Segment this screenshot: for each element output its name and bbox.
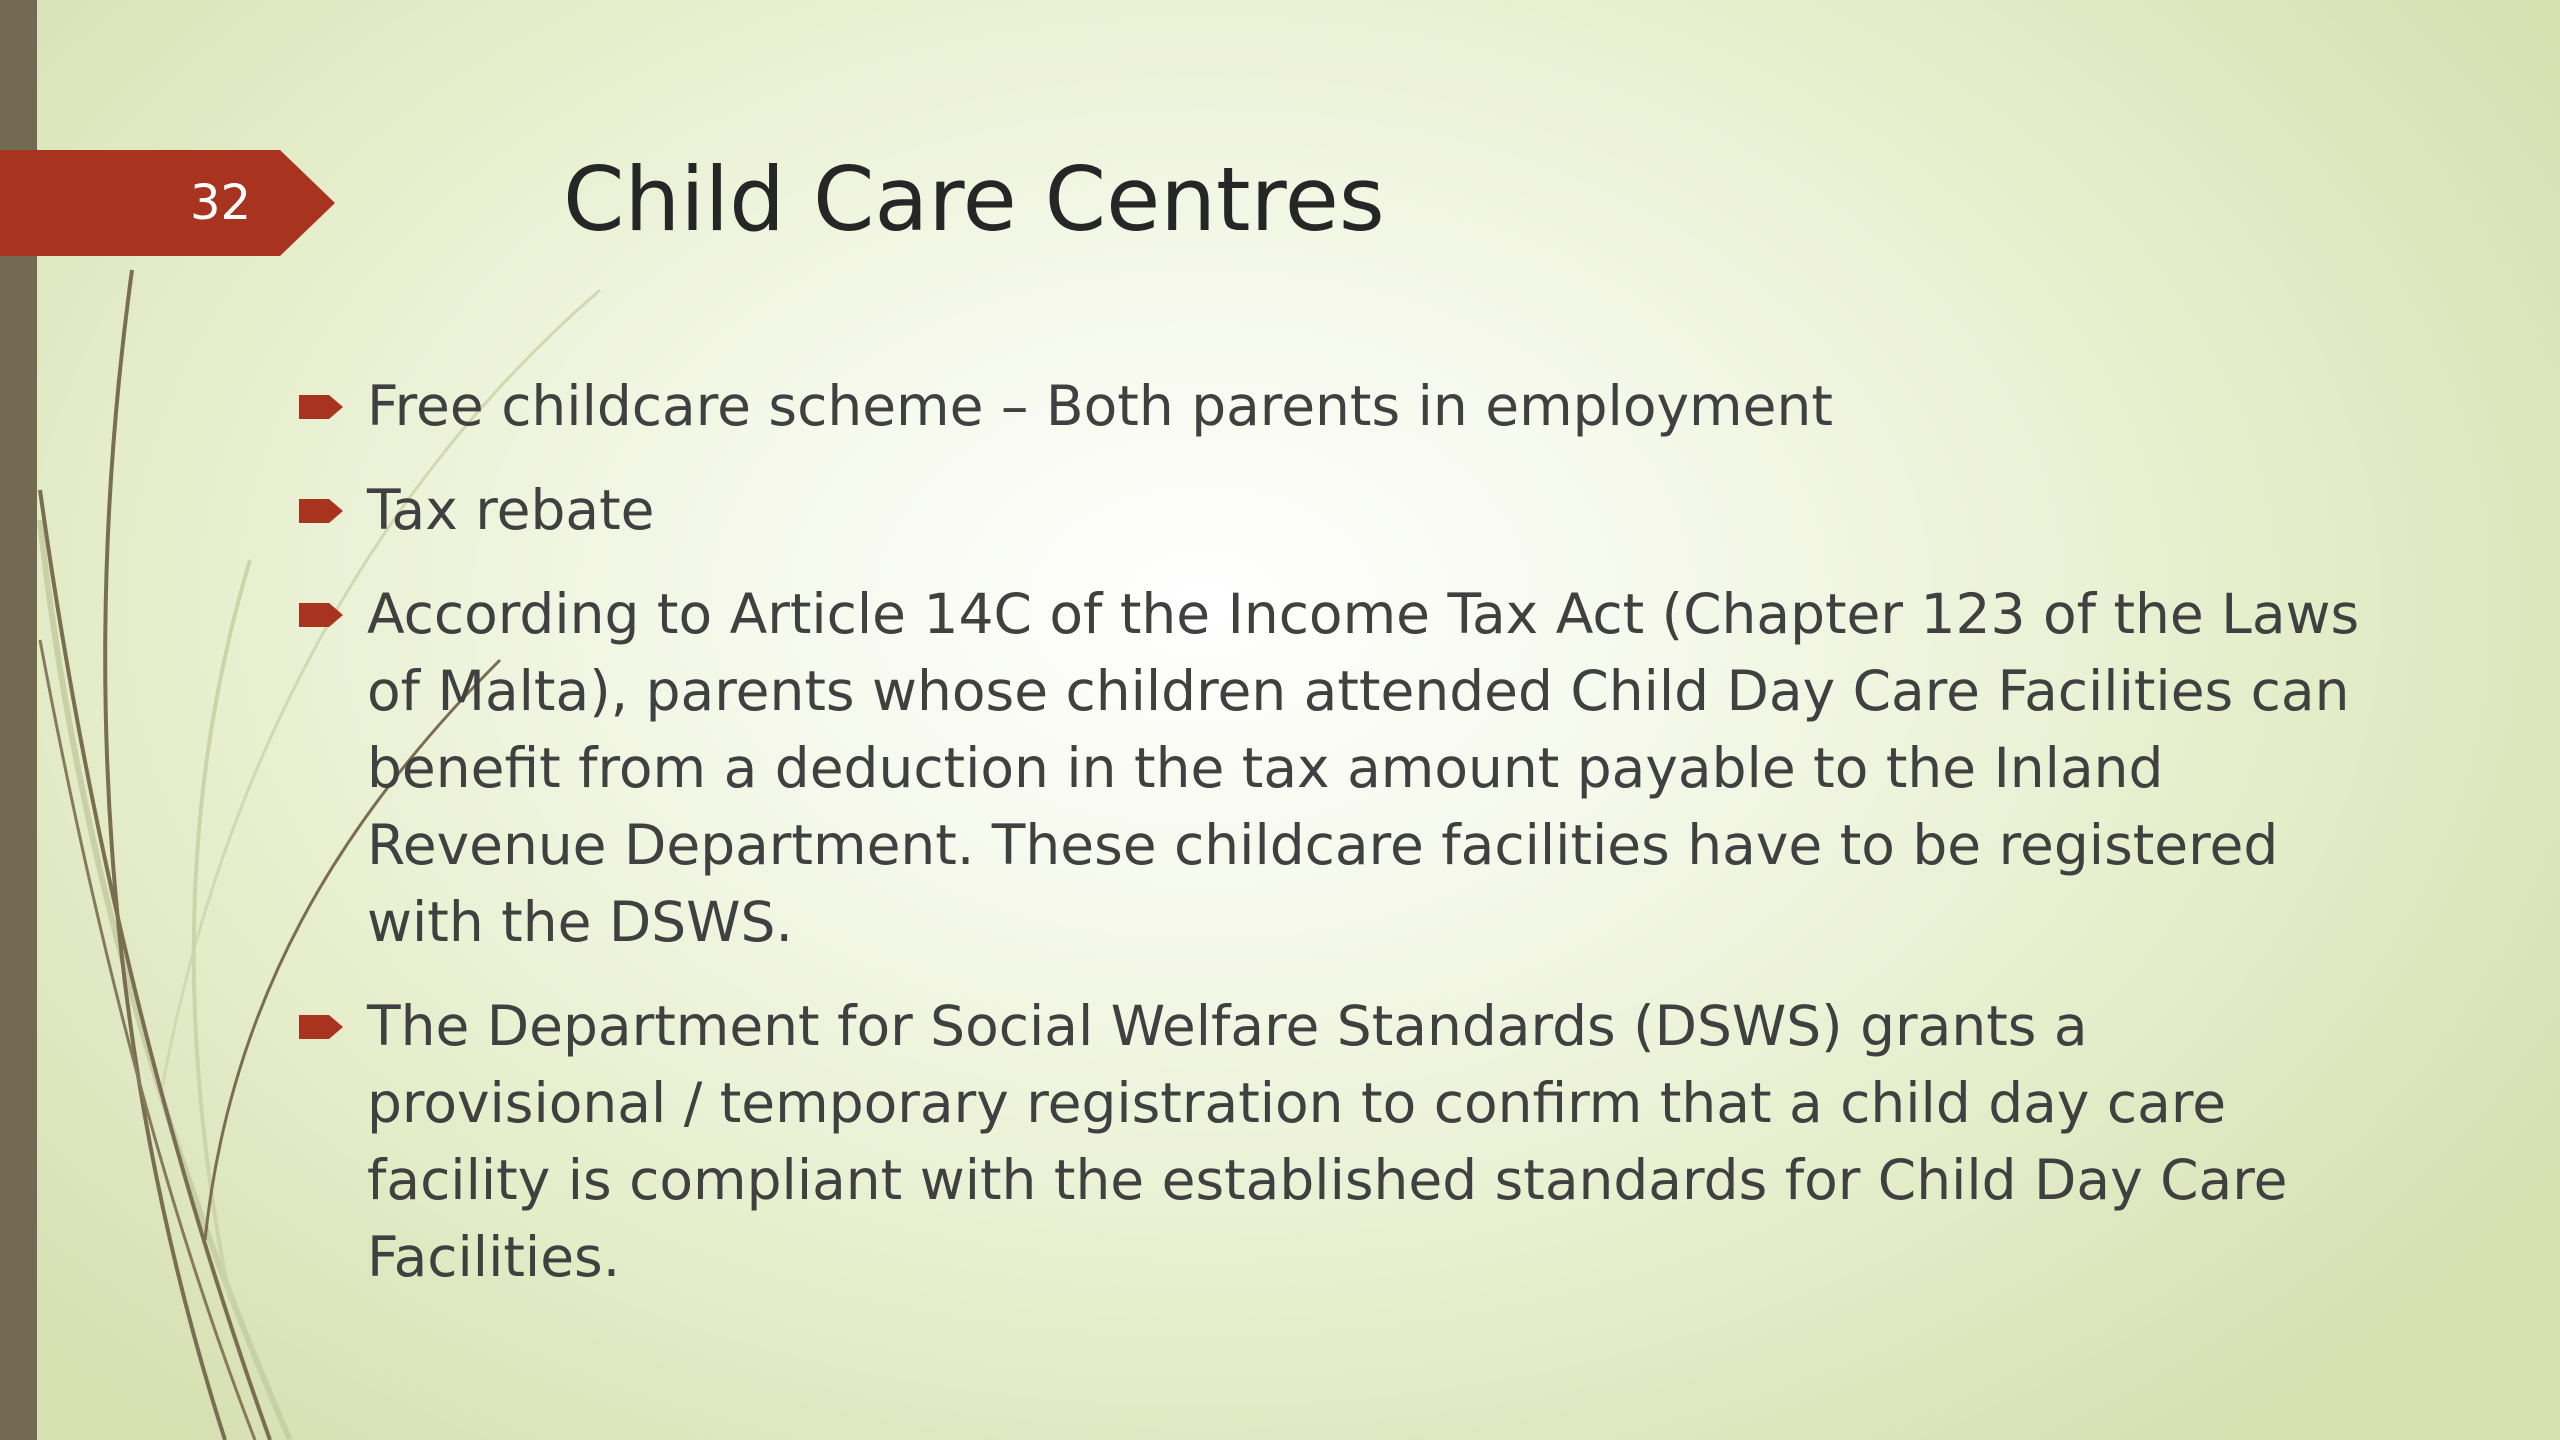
grass-blade-dark-2 — [40, 490, 270, 1440]
arrow-bullet-icon — [299, 499, 343, 523]
grass-blade-light-3 — [194, 560, 250, 1300]
arrow-bullet-icon — [299, 395, 343, 419]
page-number: 32 — [190, 175, 252, 231]
arrow-bullet-icon — [299, 1015, 343, 1039]
bullet-text: Tax rebate — [367, 478, 655, 542]
bullet-list — [295, 368, 2385, 1323]
bullet-item-tax-rebate — [295, 472, 2385, 549]
bullet-item-free-childcare — [295, 368, 2385, 445]
arrow-bullet-icon — [299, 603, 343, 627]
grass-blade-light-1 — [40, 520, 290, 1440]
bullet-text: According to Article 14C of the Income Tax Act (Chapter 123 of the Laws of Malta), parents whose children attended Child Day Care Facilities can benefit from a deduction in the tax amount payable to the Inland Revenue Department. These childcare facilities have to be registered with the DSWS. — [367, 582, 2360, 954]
grass-blade-dark-1 — [105, 270, 225, 1440]
bullet-text: The Department for Social Welfare Standards (DSWS) grants a provisional / temporary registration to confirm that a child day care facility is compliant with the established standards for Child Day Care Facilities. — [367, 994, 2288, 1289]
bullet-item-dsws-registration — [295, 988, 2385, 1296]
page-number-tag — [0, 150, 335, 256]
slide-title: Child Care Centres — [563, 148, 1385, 251]
bullet-text: Free childcare scheme – Both parents in employment — [367, 374, 1833, 438]
bullet-item-article-14c — [295, 576, 2385, 961]
